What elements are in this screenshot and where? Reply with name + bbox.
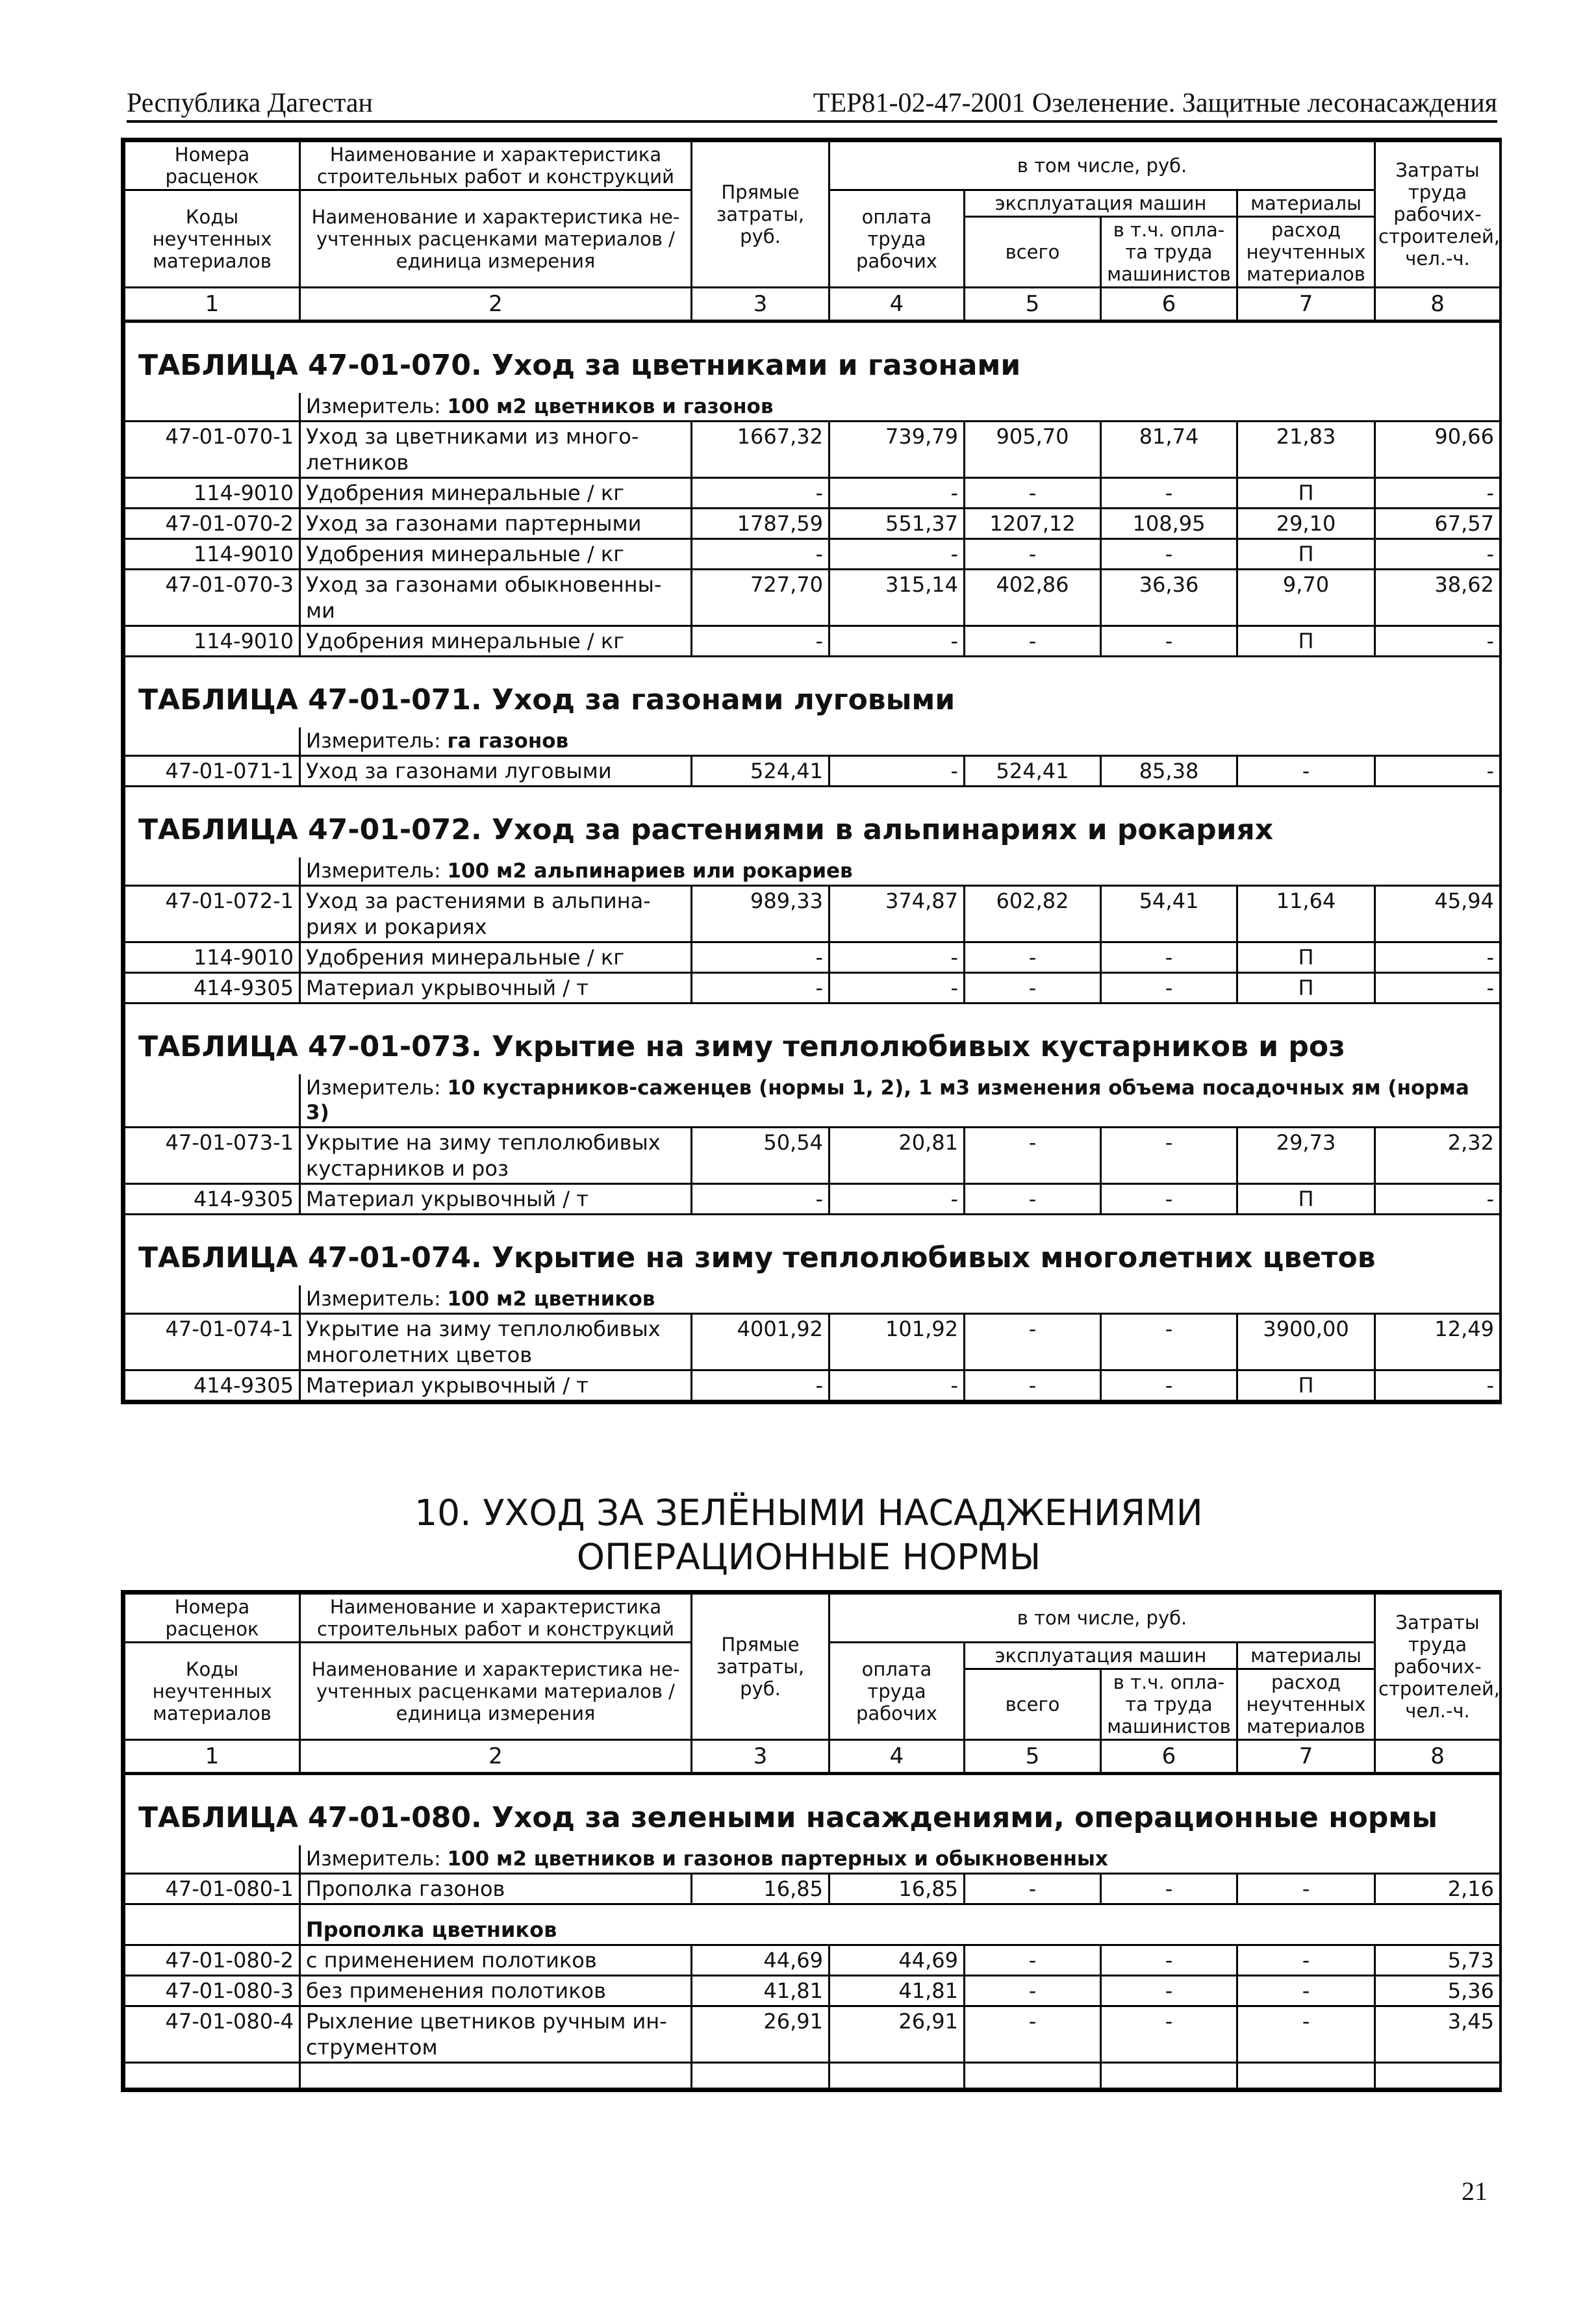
work-name: Удобрения минеральные / кг [300, 478, 692, 509]
machinist-wages: 108,95 [1101, 509, 1237, 539]
machine-total: - [965, 1184, 1101, 1215]
machine-total: - [965, 1314, 1101, 1370]
machine-total: - [965, 626, 1101, 657]
subheading-row [125, 1904, 1501, 1945]
column-number: 7 [1237, 288, 1375, 322]
machinist-wages: - [1101, 2006, 1237, 2063]
col-machinist-wages-header: в т.ч. опла-та труда машинистов [1101, 1669, 1237, 1740]
materials: - [1237, 1874, 1375, 1904]
wages: 101,92 [830, 1314, 965, 1370]
col-wages-header: оплата труда рабочих [830, 1643, 965, 1740]
table-title-row [125, 1215, 1501, 1286]
column-number: 2 [300, 1740, 692, 1774]
measure-text [300, 393, 1501, 422]
labor-hours: 2,32 [1375, 1128, 1501, 1184]
work-name: Уход за газонами луговыми [300, 756, 692, 787]
rate-code: 47-01-073-1 [125, 1128, 300, 1184]
empty-cell [125, 2063, 300, 2089]
labor-hours: - [1375, 478, 1501, 509]
rates-table-1-body [125, 322, 1501, 1401]
rates-table-2 [123, 1593, 1501, 2090]
measure-spacer [125, 857, 300, 886]
work-name: Удобрения минеральные / кг [300, 539, 692, 570]
direct-costs: 16,85 [692, 1874, 830, 1904]
labor-hours: 38,62 [1375, 570, 1501, 626]
wages: 16,85 [830, 1874, 965, 1904]
empty-cell [300, 2063, 692, 2089]
machinist-wages: - [1101, 539, 1237, 570]
machine-total: 1207,12 [965, 509, 1101, 539]
col-machine-header: эксплуатация машин [965, 190, 1237, 217]
table-row [125, 539, 1501, 570]
measure-row [125, 393, 1501, 422]
wages: 315,14 [830, 570, 965, 626]
measure-row [125, 1285, 1501, 1314]
work-name: Материал укрывочный / т [300, 1370, 692, 1401]
direct-costs: - [692, 942, 830, 973]
measure-label: Измеритель: [306, 729, 441, 753]
measure-spacer [125, 727, 300, 756]
measure-unit: 100 м2 цветников и газонов [447, 395, 774, 418]
wages: 739,79 [830, 422, 965, 478]
section-subtitle: ОПЕРАЦИОННЫЕ НОРМЫ [576, 1536, 1041, 1578]
direct-costs: 727,70 [692, 570, 830, 626]
column-number: 8 [1375, 288, 1501, 322]
work-name: Удобрения минеральные / кг [300, 626, 692, 657]
machine-total: - [965, 1128, 1101, 1184]
machine-total: - [965, 1945, 1101, 1976]
wages: - [830, 539, 965, 570]
empty-cell [830, 2063, 965, 2089]
subheading-spacer [125, 1904, 300, 1945]
materials: П [1237, 539, 1375, 570]
rate-code: 47-01-080-1 [125, 1874, 300, 1904]
table-row [125, 1184, 1501, 1215]
machine-total: 905,70 [965, 422, 1101, 478]
measure-unit: га газонов [447, 729, 569, 753]
measure-unit: 100 м2 альпинариев или рокариев [447, 859, 853, 883]
table-title-row [125, 1004, 1501, 1075]
wages: 26,91 [830, 2006, 965, 2063]
rate-code: 114-9010 [125, 626, 300, 657]
table-row [125, 1874, 1501, 1904]
col-direct-costs-header: Прямые затраты, руб. [692, 142, 830, 288]
work-name: Уход за растениями в альпина-риях и рокариях [300, 886, 692, 942]
wages: 44,69 [830, 1945, 965, 1976]
labor-hours: 45,94 [1375, 886, 1501, 942]
table-row [125, 509, 1501, 539]
machinist-wages: - [1101, 1976, 1237, 2006]
labor-hours: - [1375, 973, 1501, 1004]
wages: 20,81 [830, 1128, 965, 1184]
wages: 374,87 [830, 886, 965, 942]
col-labor-hours-header: Затраты труда рабочих-строителей, чел.-ч. [1375, 142, 1501, 288]
machinist-wages: - [1101, 478, 1237, 509]
machine-total: - [965, 973, 1101, 1004]
direct-costs: 50,54 [692, 1128, 830, 1184]
work-name: Укрытие на зиму теплолюбивых многолетних цветов [300, 1314, 692, 1370]
column-number: 1 [125, 1740, 300, 1774]
col-material-name-header: Наименование и характеристика не-учтенных расценками материалов / единица измерения [300, 1643, 692, 1740]
rate-code: 414-9305 [125, 1370, 300, 1401]
col-machine-header: эксплуатация машин [965, 1643, 1237, 1669]
col-labor-hours-header: Затраты труда рабочих-строителей, чел.-ч. [1375, 1594, 1501, 1740]
materials: - [1237, 1945, 1375, 1976]
direct-costs: 4001,92 [692, 1314, 830, 1370]
machine-total: - [965, 1976, 1101, 2006]
direct-costs: - [692, 478, 830, 509]
empty-cell [692, 2063, 830, 2089]
table-title-row [125, 322, 1501, 394]
rates-table-2-body [125, 1945, 1501, 2063]
work-name: Материал укрывочный / т [300, 973, 692, 1004]
column-number: 7 [1237, 1740, 1375, 1774]
col-direct-costs-header: Прямые затраты, руб. [692, 1594, 830, 1740]
rate-code: 47-01-072-1 [125, 886, 300, 942]
table-title: ТАБЛИЦА 47-01-072. Уход за растениями в альпинариях и рокариях [125, 787, 1501, 858]
machinist-wages: - [1101, 1128, 1237, 1184]
wages: 551,37 [830, 509, 965, 539]
table-row [125, 2006, 1501, 2063]
measure-text [300, 1074, 1501, 1128]
col-work-name-header: Наименование и характеристика строительных работ и конструкций [300, 1594, 692, 1643]
table-title: ТАБЛИЦА 47-01-080. Уход за зелеными насаждениями, операционные нормы [125, 1774, 1501, 1846]
materials: П [1237, 973, 1375, 1004]
machine-total: - [965, 2006, 1101, 2063]
machine-total: - [965, 1874, 1101, 1904]
col-material-name-header: Наименование и характеристика не-учтенных расценками материалов / единица измерения [300, 190, 692, 288]
wages: - [830, 756, 965, 787]
machinist-wages: - [1101, 1370, 1237, 1401]
materials: П [1237, 942, 1375, 973]
work-name: с применением полотиков [300, 1945, 692, 1976]
work-name: Уход за газонами обыкновенны-ми [300, 570, 692, 626]
measure-text [300, 857, 1501, 886]
machinist-wages: 85,38 [1101, 756, 1237, 787]
measure-unit: 100 м2 цветников [447, 1287, 655, 1311]
direct-costs: - [692, 626, 830, 657]
measure-row [125, 1845, 1501, 1874]
machine-total: 402,86 [965, 570, 1101, 626]
measure-spacer [125, 1074, 300, 1128]
direct-costs: - [692, 1370, 830, 1401]
col-including-header: в том числе, руб. [830, 1594, 1375, 1643]
machinist-wages: - [1101, 626, 1237, 657]
materials: 11,64 [1237, 886, 1375, 942]
empty-cell [965, 2063, 1101, 2089]
machine-total: 602,82 [965, 886, 1101, 942]
header-row-1 [125, 1594, 1501, 1643]
measure-label: Измеритель: [306, 1287, 441, 1311]
machinist-wages: - [1101, 973, 1237, 1004]
table-row [125, 422, 1501, 478]
rates-sheet-2 [121, 1590, 1502, 2092]
direct-costs: 524,41 [692, 756, 830, 787]
measure-label: Измеритель: [306, 1847, 441, 1871]
machine-total: - [965, 539, 1101, 570]
header-region: Республика Дагестан [127, 88, 374, 118]
direct-costs: 41,81 [692, 1976, 830, 2006]
wages: - [830, 942, 965, 973]
labor-hours: - [1375, 1184, 1501, 1215]
direct-costs: - [692, 973, 830, 1004]
machinist-wages: - [1101, 1945, 1237, 1976]
col-materials-header: материалы [1237, 190, 1375, 217]
direct-costs: 1667,32 [692, 422, 830, 478]
col-material-codes-header: Коды неучтенных материалов [125, 190, 300, 288]
measure-text [300, 727, 1501, 756]
table-row [125, 1370, 1501, 1401]
labor-hours: - [1375, 756, 1501, 787]
column-number: 1 [125, 288, 300, 322]
column-number: 6 [1101, 1740, 1237, 1774]
labor-hours: - [1375, 942, 1501, 973]
measure-spacer [125, 1285, 300, 1314]
column-number: 2 [300, 288, 692, 322]
col-rate-number-header: Номера расценок [125, 1594, 300, 1643]
column-number: 4 [830, 1740, 965, 1774]
measure-spacer [125, 393, 300, 422]
machinist-wages: 36,36 [1101, 570, 1237, 626]
measure-spacer [125, 1845, 300, 1874]
work-name: Уход за газонами партерными [300, 509, 692, 539]
direct-costs: - [692, 1184, 830, 1215]
wages: - [830, 1184, 965, 1215]
rate-code: 114-9010 [125, 539, 300, 570]
machinist-wages: - [1101, 1184, 1237, 1215]
column-number: 3 [692, 1740, 830, 1774]
table-title: ТАБЛИЦА 47-01-074. Укрытие на зиму теплолюбивых многолетних цветов [125, 1215, 1501, 1286]
table-title-row [125, 1774, 1501, 1846]
rate-code: 414-9305 [125, 1184, 300, 1215]
measure-label: Измеритель: [306, 395, 441, 418]
column-number: 5 [965, 1740, 1101, 1774]
table-row [125, 886, 1501, 942]
rate-code: 47-01-070-1 [125, 422, 300, 478]
col-material-codes-header: Коды неучтенных материалов [125, 1643, 300, 1740]
materials: 21,83 [1237, 422, 1375, 478]
table-row [125, 478, 1501, 509]
measure-row [125, 727, 1501, 756]
measure-row [125, 1074, 1501, 1128]
col-materials-header: материалы [1237, 1643, 1375, 1669]
empty-cell [1375, 2063, 1501, 2089]
rate-code: 47-01-080-4 [125, 2006, 300, 2063]
wages: - [830, 626, 965, 657]
materials: 9,70 [1237, 570, 1375, 626]
column-number: 3 [692, 288, 830, 322]
measure-unit: 100 м2 цветников и газонов партерных и обыкновенных [447, 1847, 1108, 1871]
work-name: Укрытие на зиму теплолюбивых кустарников и роз [300, 1128, 692, 1184]
materials: 3900,00 [1237, 1314, 1375, 1370]
machinist-wages: - [1101, 1874, 1237, 1904]
wages: - [830, 478, 965, 509]
rate-code: 47-01-070-3 [125, 570, 300, 626]
machinist-wages: - [1101, 942, 1237, 973]
table-row [125, 942, 1501, 973]
empty-row [125, 2063, 1501, 2089]
table-title: ТАБЛИЦА 47-01-071. Уход за газонами луговыми [125, 657, 1501, 728]
col-work-name-header: Наименование и характеристика строительных работ и конструкций [300, 142, 692, 190]
labor-hours: - [1375, 539, 1501, 570]
work-name: Удобрения минеральные / кг [300, 942, 692, 973]
measure-label: Измеритель: [306, 859, 441, 883]
materials: - [1237, 756, 1375, 787]
empty-cell [1237, 2063, 1375, 2089]
wages: 41,81 [830, 1976, 965, 2006]
measure-row [125, 857, 1501, 886]
header-document-code: ТЕР81-02-47-2001 Озеленение. Защитные лесонасаждения [813, 88, 1497, 118]
materials: П [1237, 1370, 1375, 1401]
table-row [125, 1945, 1501, 1976]
table-title-row [125, 657, 1501, 728]
header-row-1 [125, 142, 1501, 190]
measure-text [300, 1285, 1501, 1314]
measure-text [300, 1845, 1501, 1874]
labor-hours: 67,57 [1375, 509, 1501, 539]
col-rate-number-header: Номера расценок [125, 142, 300, 190]
table-row [125, 1128, 1501, 1184]
machinist-wages: 54,41 [1101, 886, 1237, 942]
materials: - [1237, 2006, 1375, 2063]
column-number: 6 [1101, 288, 1237, 322]
measure-unit: 10 кустарников-саженцев (нормы 1, 2), 1 м3 изменения объема посадочных ям (норма 3) [306, 1076, 1469, 1124]
column-number: 4 [830, 288, 965, 322]
table-title-row [125, 787, 1501, 858]
running-header [127, 88, 1497, 123]
rate-code: 414-9305 [125, 973, 300, 1004]
section-title: 10. УХОД ЗА ЗЕЛЁНЫМИ НАСАДЖЕНИЯМИ [414, 1492, 1203, 1534]
col-machine-total-header: всего [965, 217, 1101, 288]
work-name: Материал укрывочный / т [300, 1184, 692, 1215]
wages: - [830, 1370, 965, 1401]
labor-hours: 2,16 [1375, 1874, 1501, 1904]
col-wages-header: оплата труда рабочих [830, 190, 965, 288]
rate-code: 47-01-080-3 [125, 1976, 300, 2006]
machine-total: - [965, 478, 1101, 509]
measure-label: Измеритель: [306, 1076, 441, 1100]
labor-hours: - [1375, 626, 1501, 657]
col-material-consumption-header: расход неучтенных материалов [1237, 217, 1375, 288]
direct-costs: 989,33 [692, 886, 830, 942]
rate-code: 47-01-080-2 [125, 1945, 300, 1976]
column-number: 8 [1375, 1740, 1501, 1774]
rate-code: 47-01-074-1 [125, 1314, 300, 1370]
labor-hours: 90,66 [1375, 422, 1501, 478]
materials: 29,10 [1237, 509, 1375, 539]
materials: - [1237, 1976, 1375, 2006]
col-machine-total-header: всего [965, 1669, 1101, 1740]
table-title: ТАБЛИЦА 47-01-073. Укрытие на зиму теплолюбивых кустарников и роз [125, 1004, 1501, 1075]
work-name: Уход за цветниками из много-летников [300, 422, 692, 478]
direct-costs: 44,69 [692, 1945, 830, 1976]
rate-code: 47-01-070-2 [125, 509, 300, 539]
wages: - [830, 973, 965, 1004]
table-row [125, 570, 1501, 626]
table-title: ТАБЛИЦА 47-01-070. Уход за цветниками и газонами [125, 322, 1501, 394]
col-machinist-wages-header: в т.ч. опла-та труда машинистов [1101, 217, 1237, 288]
materials: П [1237, 626, 1375, 657]
machinist-wages: 81,74 [1101, 422, 1237, 478]
labor-hours: 5,73 [1375, 1945, 1501, 1976]
direct-costs: - [692, 539, 830, 570]
labor-hours: 5,36 [1375, 1976, 1501, 2006]
table-row [125, 1976, 1501, 2006]
rates-sheet-1 [121, 138, 1502, 1404]
materials: 29,73 [1237, 1128, 1375, 1184]
machine-total: - [965, 942, 1101, 973]
column-number-row [125, 288, 1501, 322]
labor-hours: 3,45 [1375, 2006, 1501, 2063]
subheading: Прополка цветников [300, 1904, 1501, 1945]
machinist-wages: - [1101, 1314, 1237, 1370]
rate-code: 114-9010 [125, 478, 300, 509]
column-number: 5 [965, 288, 1101, 322]
col-material-consumption-header: расход неучтенных материалов [1237, 1669, 1375, 1740]
work-name: Рыхление цветников ручным ин-струментом [300, 2006, 692, 2063]
direct-costs: 26,91 [692, 2006, 830, 2063]
machine-total: 524,41 [965, 756, 1101, 787]
table-row [125, 626, 1501, 657]
rates-table-1 [123, 140, 1501, 1402]
rate-code: 114-9010 [125, 942, 300, 973]
table-row [125, 756, 1501, 787]
empty-cell [1101, 2063, 1237, 2089]
table-row [125, 1314, 1501, 1370]
section-heading [121, 1491, 1497, 1579]
table-row [125, 973, 1501, 1004]
direct-costs: 1787,59 [692, 509, 830, 539]
work-name: Прополка газонов [300, 1874, 692, 1904]
column-number-row [125, 1740, 1501, 1774]
page-number: 21 [1462, 2177, 1488, 2206]
col-including-header: в том числе, руб. [830, 142, 1375, 190]
work-name: без применения полотиков [300, 1976, 692, 2006]
materials: П [1237, 478, 1375, 509]
labor-hours: 12,49 [1375, 1314, 1501, 1370]
materials: П [1237, 1184, 1375, 1215]
rate-code: 47-01-071-1 [125, 756, 300, 787]
machine-total: - [965, 1370, 1101, 1401]
labor-hours: - [1375, 1370, 1501, 1401]
